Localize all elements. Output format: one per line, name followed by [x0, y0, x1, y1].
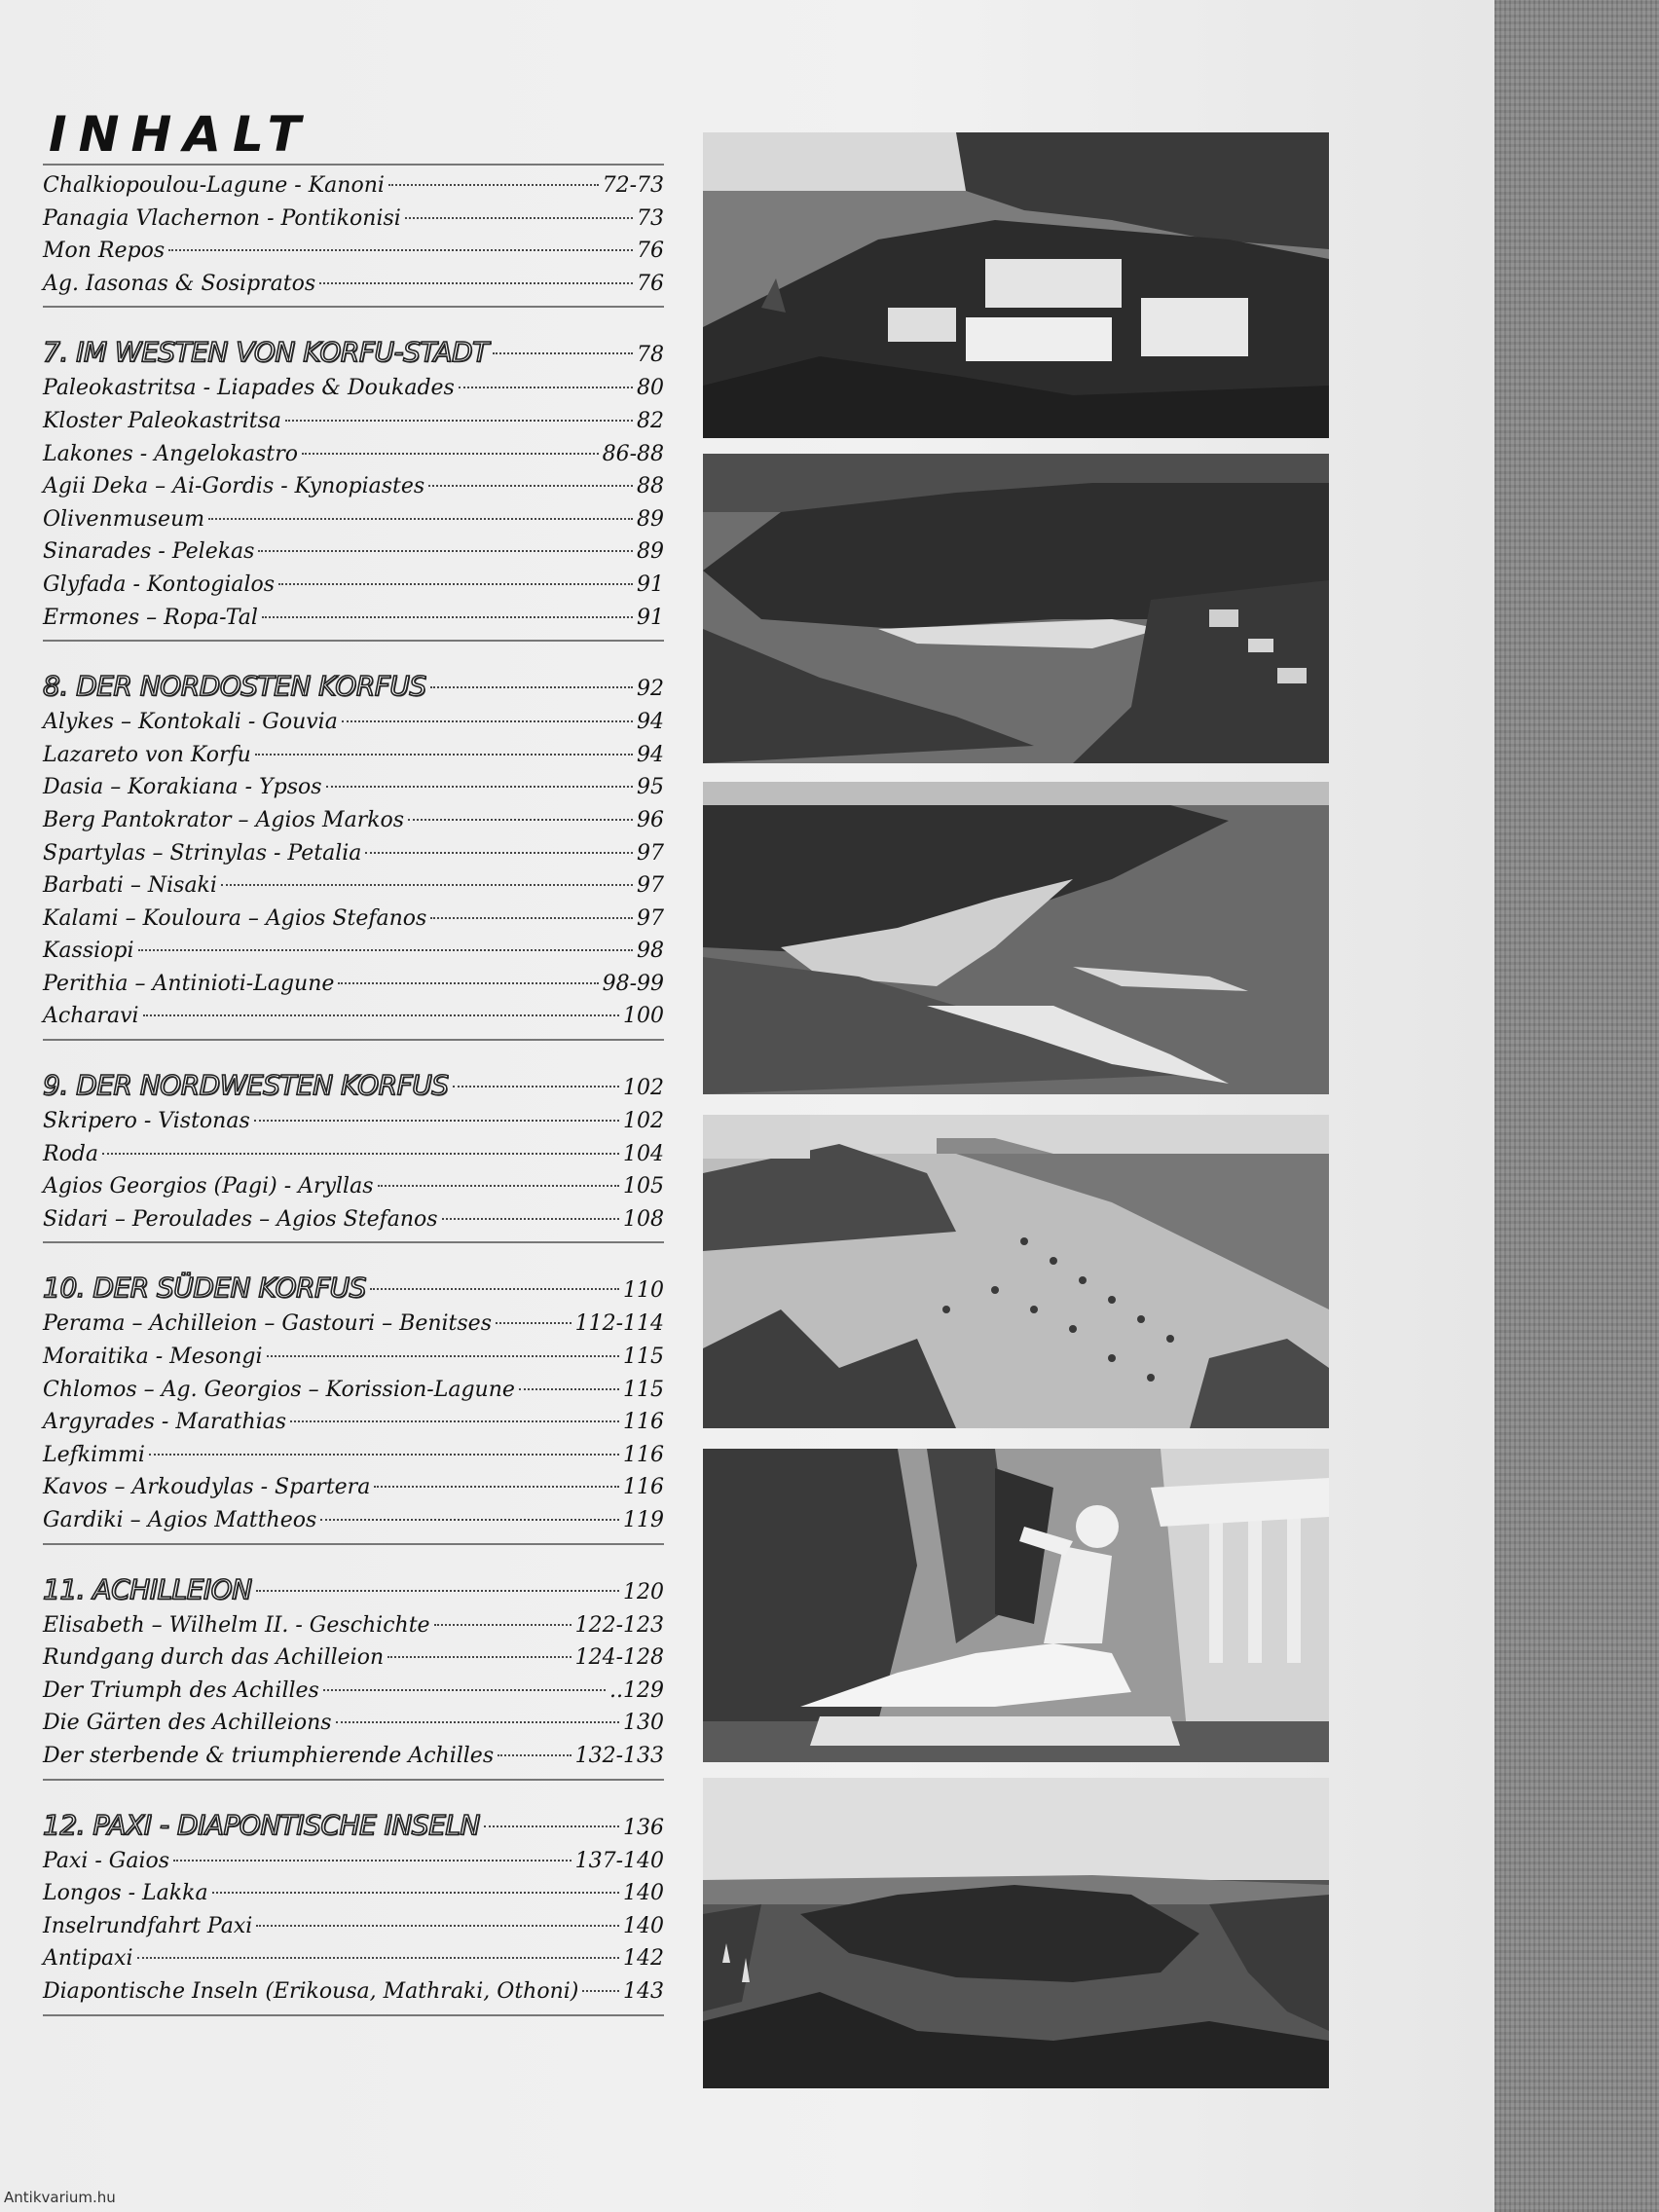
leader-dots: [408, 819, 633, 821]
toc-entry: [43, 1374, 664, 1407]
toc-entry: [43, 804, 664, 837]
leader-dots: [208, 518, 633, 520]
toc-entry-page: 86-88: [602, 441, 664, 466]
photo-coastline-cliffs: [703, 782, 1329, 1094]
toc-section: [43, 1806, 664, 2016]
photo-paxi-harbor: [703, 1778, 1329, 2088]
leader-dots: [378, 1185, 620, 1187]
leader-dots: [496, 1322, 571, 1324]
leader-dots: [137, 1957, 619, 1959]
toc-entry-label: Der sterbende & triumphierende Achilles: [43, 1743, 495, 1768]
section-divider: [43, 306, 664, 308]
toc-entry: [43, 535, 664, 569]
toc-entry: [43, 739, 664, 772]
toc-entry-label: Kalami – Kouloura – Agios Stefanos: [43, 905, 427, 931]
leader-dots: [221, 884, 633, 886]
leader-dots: [442, 1218, 619, 1220]
toc-entry-label: Berg Pantokrator – Agios Markos: [43, 807, 405, 832]
desk-background: [1494, 0, 1659, 2212]
toc-entry-label: Chlomos – Ag. Georgios – Korission-Lagune: [43, 1377, 515, 1402]
toc-entry-label: Sinarades - Pelekas: [43, 539, 255, 565]
section-heading-label: 12. PAXI - DIAPONTISCHE INSELN: [43, 1808, 480, 1841]
leader-dots: [434, 1624, 571, 1626]
toc-entry: [43, 1877, 664, 1910]
photo-sandy-beach: [703, 1115, 1329, 1428]
toc-entry-label: Agios Georgios (Pagi) - Aryllas: [43, 1174, 374, 1199]
toc-entry-label: Lakones - Angelokastro: [43, 441, 298, 466]
table-of-contents: [43, 105, 664, 2020]
toc-entry-page: 116: [623, 1475, 664, 1500]
toc-entry: [43, 1845, 664, 1878]
section-heading: [43, 1066, 664, 1105]
toc-entry-page: 102: [623, 1109, 664, 1134]
leader-dots: [256, 1590, 619, 1592]
leader-dots: [428, 485, 633, 487]
leader-dots: [484, 1825, 619, 1827]
leader-dots: [493, 352, 633, 354]
leader-dots: [323, 1689, 606, 1691]
toc-entry: [43, 706, 664, 739]
leader-dots: [336, 1721, 619, 1723]
toc-entry: [43, 837, 664, 870]
title-divider: [43, 164, 664, 166]
toc-entry-label: Perithia – Antinioti-Lagune: [43, 971, 335, 996]
toc-entry-page: 140: [623, 1881, 664, 1906]
toc-entry-label: Olivenmuseum: [43, 506, 205, 532]
toc-entry: [43, 470, 664, 503]
toc-entry: [43, 1308, 664, 1341]
toc-entry: [43, 968, 664, 1001]
toc-entry-label: Diapontische Inseln (Erikousa, Mathraki, Othoni): [43, 1978, 579, 2004]
toc-entry-page: 95: [637, 775, 664, 800]
leader-dots: [326, 786, 633, 788]
toc-entry-page: 76: [637, 239, 664, 264]
toc-entry-label: Kavos – Arkoudylas - Spartera: [43, 1475, 371, 1500]
toc-entry-label: Rundgang durch das Achilleion: [43, 1645, 385, 1671]
toc-entry-page: 80: [637, 376, 664, 401]
toc-entry-page: 98-99: [602, 971, 664, 996]
toc-entry-page: 119: [623, 1508, 664, 1532]
toc-entry-label: Antipaxi: [43, 1946, 133, 1972]
toc-entry: [43, 869, 664, 903]
toc-entry-page: 104: [623, 1141, 664, 1166]
toc-entry: [43, 438, 664, 471]
toc-entry: [43, 268, 664, 301]
toc-entry-page: 122-123: [574, 1612, 664, 1638]
leader-dots: [173, 1860, 571, 1862]
watermark: Antikvarium.hu: [4, 2189, 116, 2206]
leader-dots: [290, 1420, 619, 1422]
toc-entry-label: Dasia – Korakiana - Ypsos: [43, 775, 322, 800]
toc-entry-page: 140: [623, 1913, 664, 1938]
toc-entry-label: Chalkiopoulou-Lagune - Kanoni: [43, 173, 385, 198]
toc-entry-page: 97: [637, 840, 664, 866]
leader-dots: [374, 1486, 619, 1488]
toc-entry: [43, 1504, 664, 1537]
toc-entry-page: 130: [623, 1711, 664, 1736]
section-divider: [43, 1779, 664, 1781]
section-heading: [43, 1570, 664, 1609]
section-heading-label: 7. IM WESTEN VON KORFU-STADT: [43, 336, 489, 369]
toc-entry-label: Acharavi: [43, 1004, 139, 1029]
leader-dots: [582, 1990, 619, 1992]
toc-entry: [43, 569, 664, 602]
section-heading-label: 8. DER NORDOSTEN KORFUS: [43, 670, 426, 703]
toc-entry: [43, 1341, 664, 1374]
toc-entry-label: Agii Deka – Ai-Gordis - Kynopiastes: [43, 474, 425, 499]
leader-dots: [388, 184, 599, 186]
toc-entry-label: Ag. Iasonas & Sosipratos: [43, 271, 316, 296]
toc-entry-label: Longos - Lakka: [43, 1881, 208, 1906]
toc-entry: [43, 1105, 664, 1138]
toc-entry: [43, 503, 664, 536]
toc-section: [43, 169, 664, 308]
leader-dots: [319, 282, 633, 284]
toc-entry-page: 94: [637, 710, 664, 735]
leader-dots: [320, 1519, 619, 1521]
toc-entry-label: Mon Repos: [43, 239, 166, 264]
photo-bay-with-boats: [703, 454, 1329, 763]
section-heading-page: 120: [623, 1579, 664, 1604]
section-heading: [43, 1806, 664, 1845]
toc-entry-page: 96: [637, 807, 664, 832]
leader-dots: [143, 1014, 619, 1016]
toc-entry: [43, 1170, 664, 1203]
leader-dots: [370, 1288, 619, 1290]
toc-entry-page: 137-140: [574, 1848, 664, 1873]
toc-entry-label: Elisabeth – Wilhelm II. - Geschichte: [43, 1612, 430, 1638]
toc-entry-label: Roda: [43, 1141, 99, 1166]
toc-entry: [43, 372, 664, 405]
toc-entry: [43, 903, 664, 936]
toc-entry: [43, 1740, 664, 1773]
section-heading-page: 110: [623, 1278, 664, 1304]
section-heading: [43, 333, 664, 372]
toc-entry-page: 142: [623, 1946, 664, 1972]
section-divider: [43, 1039, 664, 1041]
toc-entry-page: 94: [637, 742, 664, 767]
toc-entry-page: 116: [623, 1410, 664, 1435]
page-title: INHALT: [49, 106, 313, 163]
toc-entry: [43, 1942, 664, 1975]
leader-dots: [138, 949, 633, 951]
section-heading-page: 92: [637, 677, 664, 702]
leader-dots: [168, 249, 633, 251]
toc-section: [43, 667, 664, 1041]
toc-entry-page: 88: [637, 474, 664, 499]
section-heading: [43, 667, 664, 706]
leader-dots: [365, 852, 633, 854]
leader-dots: [519, 1388, 619, 1390]
toc-entry-page: 89: [637, 539, 664, 565]
toc-entry: [43, 1609, 664, 1642]
toc-entry: [43, 1203, 664, 1236]
toc-entry: [43, 1675, 664, 1708]
toc-body: [43, 169, 664, 2016]
toc-entry-label: Lazareto von Korfu: [43, 742, 251, 767]
section-heading-label: 10. DER SÜDEN KORFUS: [43, 1272, 366, 1305]
section-heading-label: 11. ACHILLEION: [43, 1572, 252, 1605]
toc-entry-page: 143: [623, 1978, 664, 2004]
section-heading-label: 9. DER NORDWESTEN KORFUS: [43, 1069, 449, 1102]
toc-entry-label: Kloster Paleokastritsa: [43, 408, 281, 433]
toc-entry-page: 97: [637, 873, 664, 899]
toc-entry-page: 73: [637, 205, 664, 231]
leader-dots: [459, 387, 633, 388]
toc-entry-page: 116: [623, 1442, 664, 1467]
toc-entry: [43, 935, 664, 968]
toc-entry-page: 115: [623, 1345, 664, 1370]
toc-entry-page: 98: [637, 939, 664, 964]
section-heading-page: 78: [637, 343, 664, 368]
toc-entry-label: Spartylas – Strinylas - Petalia: [43, 840, 362, 866]
toc-entry: [43, 1000, 664, 1033]
toc-entry-page: 132-133: [574, 1743, 664, 1768]
toc-section: [43, 1269, 664, 1544]
toc-entry-label: Der Triumph des Achilles: [43, 1677, 319, 1703]
leader-dots: [255, 754, 633, 756]
leader-dots: [262, 616, 633, 618]
leader-dots: [256, 1925, 619, 1927]
toc-entry-label: Ermones – Ropa-Tal: [43, 605, 258, 630]
toc-entry-page: 112-114: [574, 1311, 664, 1337]
section-divider: [43, 640, 664, 642]
toc-entry-label: Moraitika - Mesongi: [43, 1345, 263, 1370]
toc-entry-page: 115: [623, 1377, 664, 1402]
toc-section: [43, 333, 664, 642]
leader-dots: [430, 917, 633, 919]
section-divider: [43, 2014, 664, 2016]
section-heading-page: 102: [623, 1076, 664, 1101]
toc-entry-label: Paleokastritsa - Liapades & Doukades: [43, 376, 455, 401]
photo-dying-achilles-statue: [703, 1449, 1329, 1762]
toc-entry-label: Perama – Achilleion – Gastouri – Benitses: [43, 1311, 492, 1337]
leader-dots: [430, 686, 633, 688]
leader-dots: [342, 720, 633, 722]
leader-dots: [278, 583, 633, 585]
leader-dots: [254, 1120, 619, 1122]
toc-entry-label: Lefkimmi: [43, 1442, 145, 1467]
toc-entry-label: Glyfada - Kontogialos: [43, 571, 276, 597]
toc-entry: [43, 203, 664, 236]
toc-entry-page: 124-128: [574, 1645, 664, 1671]
section-divider: [43, 1543, 664, 1545]
leader-dots: [453, 1086, 620, 1088]
toc-entry-label: Sidari – Peroulades – Agios Stefanos: [43, 1206, 438, 1232]
section-heading-page: 136: [623, 1815, 664, 1840]
toc-entry: [43, 169, 664, 203]
toc-entry: [43, 1406, 664, 1439]
leader-dots: [338, 982, 598, 984]
toc-entry-page: 91: [637, 605, 664, 630]
toc-entry: [43, 405, 664, 438]
section-divider: [43, 1241, 664, 1243]
toc-section: [43, 1570, 664, 1781]
toc-entry-page: 82: [637, 408, 664, 433]
toc-entry-label: Paxi - Gaios: [43, 1848, 170, 1873]
toc-entry-page: ..129: [609, 1677, 664, 1703]
toc-entry-page: 76: [637, 271, 664, 296]
leader-dots: [498, 1754, 571, 1756]
photo-paleokastritsa-monastery: [703, 132, 1329, 438]
toc-entry-page: 108: [623, 1206, 664, 1232]
toc-entry-page: 89: [637, 506, 664, 532]
section-heading: [43, 1269, 664, 1308]
leader-dots: [267, 1355, 619, 1357]
leader-dots: [102, 1153, 619, 1155]
toc-entry-label: Gardiki – Agios Mattheos: [43, 1508, 317, 1532]
leader-dots: [258, 550, 633, 552]
toc-entry-label: Kassiopi: [43, 939, 134, 964]
toc-entry-label: Inselrundfahrt Paxi: [43, 1913, 253, 1938]
toc-entry: [43, 1641, 664, 1675]
toc-entry: [43, 1138, 664, 1171]
toc-entry-page: 72-73: [602, 173, 664, 198]
toc-entry-page: 97: [637, 905, 664, 931]
toc-entry: [43, 771, 664, 804]
toc-entry-label: Die Gärten des Achilleions: [43, 1711, 332, 1736]
toc-entry-label: Barbati – Nisaki: [43, 873, 217, 899]
leader-dots: [405, 217, 633, 219]
toc-entry: [43, 1707, 664, 1740]
toc-entry-label: Argyrades - Marathias: [43, 1410, 287, 1435]
toc-entry-label: Panagia Vlachernon - Pontikonisi: [43, 205, 401, 231]
toc-entry-page: 100: [623, 1004, 664, 1029]
leader-dots: [149, 1454, 619, 1456]
toc-entry: [43, 1439, 664, 1472]
toc-entry-page: 105: [623, 1174, 664, 1199]
leader-dots: [285, 420, 633, 422]
toc-entry: [43, 1975, 664, 2009]
toc-entry-page: 91: [637, 571, 664, 597]
leader-dots: [212, 1892, 619, 1894]
toc-entry: [43, 602, 664, 635]
toc-entry-label: Alykes – Kontokali - Gouvia: [43, 710, 338, 735]
toc-entry: [43, 1910, 664, 1943]
toc-entry-label: Skripero - Vistonas: [43, 1109, 250, 1134]
leader-dots: [302, 453, 599, 455]
toc-entry: [43, 235, 664, 268]
toc-section: [43, 1066, 664, 1243]
leader-dots: [387, 1656, 571, 1658]
toc-entry: [43, 1471, 664, 1504]
